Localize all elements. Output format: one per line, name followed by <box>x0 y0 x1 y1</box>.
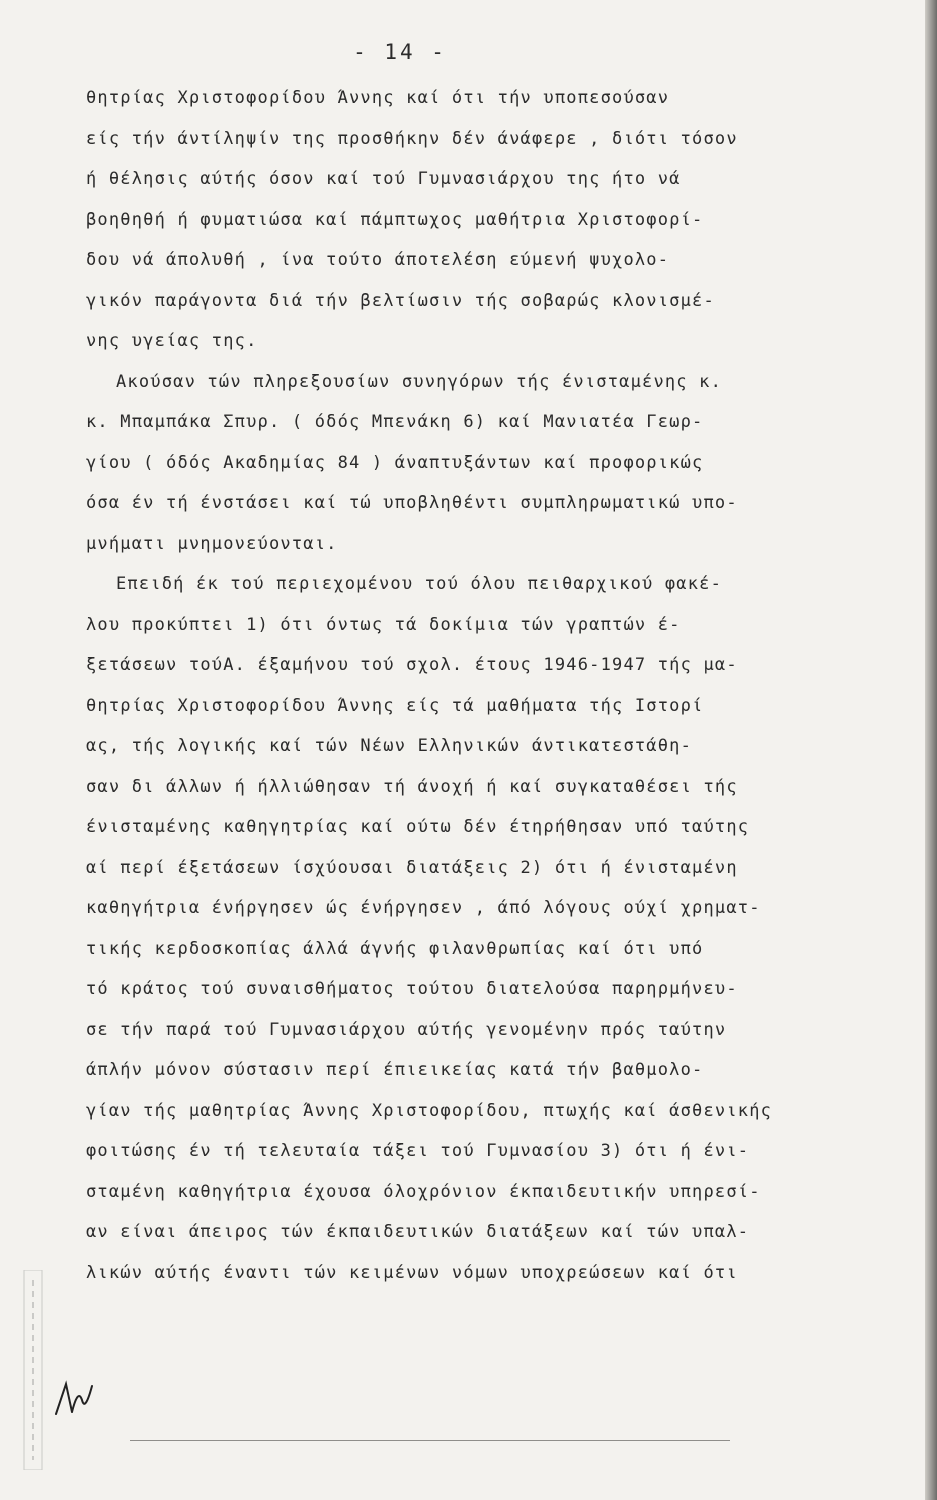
text-line: βοηθηθή ή φυματιώσα καί πάμπτωχος μαθήτρια Χριστοφορί- <box>86 209 704 230</box>
text-line: τικής κερδοσκοπίας άλλά άγνής φιλανθρωπίας καί ότι υπό <box>86 938 704 959</box>
text-line: ας, τής λογικής καί τών Νέων Ελληνικών άντικατεστάθη- <box>86 736 693 756</box>
text-line: δου νά άπολυθή , ίνα τούτο άποτελέση εύμενή ψυχολο- <box>86 250 670 270</box>
text-line: ένισταμένης καθηγητρίας καί ούτω δέν έτηρήθησαν υπό ταύτης <box>86 817 750 837</box>
text-line: τό κράτος τού συναισθήματος τούτου διατελούσα παρηρμήνευ- <box>86 979 738 999</box>
text-line: γίου ( όδός Ακαδημίας 84 ) άναπτυξάντων καί προφορικώς <box>86 452 704 473</box>
text-line: αν είναι άπειρος τών έκπαιδευτικών διατάξεων καί τών υπαλ- <box>86 1222 750 1242</box>
text-line: αί περί έξετάσεων ίσχύουσαι διατάξεις 2) ότι ή ένισταμένη <box>86 857 738 878</box>
typewritten-body <box>86 78 916 1293</box>
text-line: ξετάσεων τούΑ. έξαμήνου τού σχολ. έτους 1946-1947 τής μα- <box>86 655 738 675</box>
text-line: Ακούσαν τών πληρεξουσίων συνηγόρων τής ένισταμένης κ. <box>116 371 723 392</box>
text-line: σταμένη καθηγήτρια έχουσα όλοχρόνιον έκπαιδευτικήν υπηρεσί- <box>86 1181 761 1202</box>
text-line: γίαν τής μαθητρίας Άννης Χριστοφορίδου, πτωχής καί άσθενικής <box>86 1100 773 1121</box>
text-line: μνήματι μνημονεύονται. <box>86 533 338 554</box>
text-line: φοιτώσης έν τή τελευταία τάξει τού Γυμνασίου 3) ότι ή ένι- <box>86 1141 750 1161</box>
text-line: Επειδή έκ τού περιεχομένου τού όλου πειθαρχικού φακέ- <box>116 574 723 594</box>
text-line: κ. Μπαμπάκα Σπυρ. ( όδός Μπενάκη 6) καί Μανιατέα Γεωρ- <box>86 412 704 432</box>
bleed-through-line <box>110 1432 900 1454</box>
text-line: θητρίας Χριστοφορίδου Άννης είς τά μαθήματα τής Ιστορί <box>86 695 704 716</box>
text-line: καθηγήτρια ένήργησεν ώς ένήργησεν , άπό λόγους ούχί χρηματ- <box>86 898 761 918</box>
page-number: - 14 - <box>353 40 447 64</box>
text-line: νης υγείας της. <box>86 331 258 351</box>
text-line: γικόν παράγοντα διά τήν βελτίωσιν τής σοβαρώς κλονισμέ- <box>86 290 715 311</box>
text-line: θητρίας Χριστοφορίδου Άννης καί ότι τήν υποπεσούσαν <box>86 88 670 108</box>
text-line: ή θέλησις αύτής όσον καί τού Γυμνασιάρχου της ήτο νά <box>86 169 681 189</box>
handwritten-initials <box>52 1378 98 1420</box>
scan-edge-shadow <box>925 0 937 1500</box>
text-line: είς τήν άντίληψίν της προσθήκην δέν άνάφερε , διότι τόσον <box>86 128 738 149</box>
text-line: λου προκύπτει 1) ότι όντως τά δοκίμια τών γραπτών έ- <box>86 614 681 635</box>
text-line: όσα έν τή ένστάσει καί τώ υποβληθέντι συμπληρωματικώ υπο- <box>86 493 738 513</box>
text-line: σε τήν παρά τού Γυμνασιάρχου αύτής γενομένην πρός ταύτην <box>86 1019 727 1040</box>
faint-margin-stamp <box>20 1270 46 1470</box>
text-line: σαν δι άλλων ή ήλλιώθησαν τή άνοχή ή καί συγκαταθέσει τής <box>86 776 738 797</box>
text-line: λικών αύτής έναντι τών κειμένων νόμων υποχρεώσεων καί ότι <box>86 1262 738 1283</box>
text-line: άπλήν μόνον σύστασιν περί έπιεικείας κατά τήν βαθμολο- <box>86 1060 704 1080</box>
